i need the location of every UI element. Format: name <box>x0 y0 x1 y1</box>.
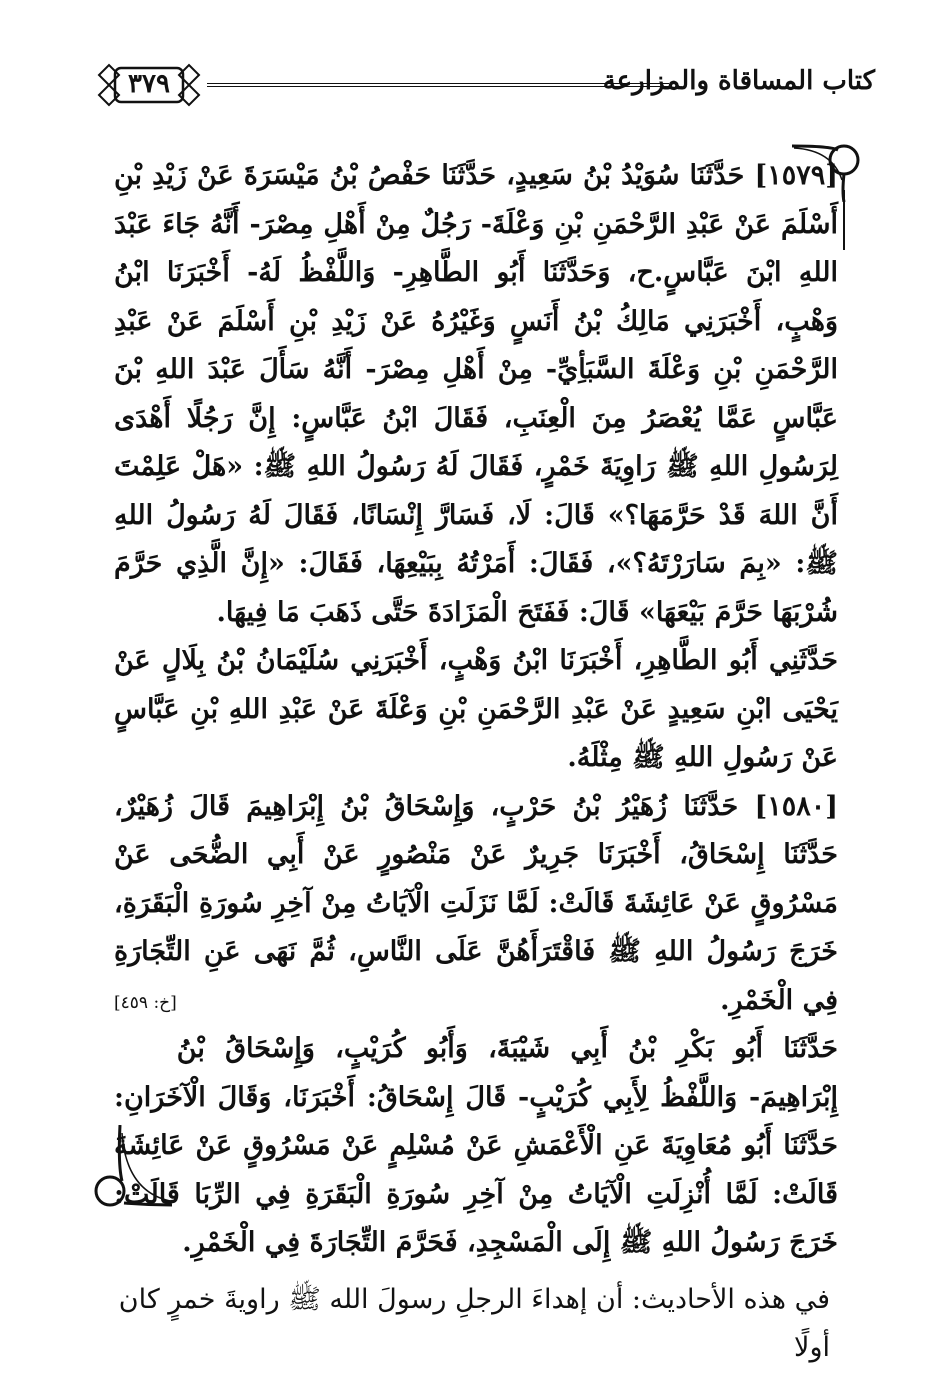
hadith-paragraph-chain <box>114 637 838 783</box>
hadith-paragraph-second-chain <box>114 1025 838 1268</box>
book-title: كتاب المساقاة والمزارعة <box>602 66 875 96</box>
hadith-text: حَدَّثَنَا زُهَيْرُ بْنُ حَرْبٍ، وَإِسْحَاقُ بْنُ إِبْرَاهِيمَ قَالَ زُهَيْرٌ، حَدَّثَنَا إِسْحَاقُ، أَخْبَرَنَا جَرِيرٌ عَنْ مَنْصُورٍ عَنْ أَبِي الضُّحَى عَنْ مَسْرُوقٍ عَنْ عَائِشَةَ قَالَتْ: لَمَّا نَزَلَتِ الْآيَاتُ مِنْ آخِرِ سُورَةِ الْبَقَرَةِ، خَرَجَ رَسُولُ اللهِ ﷺ فَاقْتَرَأَهُنَّ عَلَى النَّاسِ، ثُمَّ نَهَى عَنِ التِّجَارَةِ فِي الْخَمْرِ. <box>114 790 838 1016</box>
hadith-number: [١٥٨٠] <box>754 790 839 822</box>
hadith-text: حَدَّثَنَا سُوَيْدُ بْنُ سَعِيدٍ، حَدَّثَنَا حَفْصُ بْنُ مَيْسَرَةَ عَنْ زَيْدِ بْنِ أَسْلَمَ عَنْ عَبْدِ الرَّحْمَنِ بْنِ وَعْلَةَ- رَجُلٌ مِنْ أَهْلِ مِصْرَ- أَنَّهُ جَاءَ عَبْدَ اللهِ ابْنَ عَبَّاسٍ.ح، وَحَدَّثَنَا أَبُو الطَّاهِرِ- وَاللَّفْظُ لَهُ- أَخْبَرَنَا ابْنُ وَهْبٍ، أَخْبَرَنِي مَالِكُ بْنُ أَنَسٍ وَغَيْرُهُ عَنْ زَيْدِ بْنِ أَسْلَمَ عَنْ عَبْدِ الرَّحْمَنِ بْنِ وَعْلَةَ السَّبَأِيِّ- مِنْ أَهْلِ مِصْرَ- أَنَّهُ سَأَلَ عَبْدَ اللهِ بْنَ عَبَّاسٍ عَمَّا يُعْصَرُ مِنَ الْعِنَبِ، فَقَالَ ابْنُ عَبَّاسٍ: إِنَّ رَجُلًا أَهْدَى لِرَسُولِ اللهِ ﷺ رَاوِيَةَ خَمْرٍ، فَقَالَ لَهُ رَسُولُ اللهِ ﷺ: «هَلْ عَلِمْتَ أَنَّ اللهَ قَدْ حَرَّمَهَا؟» قَالَ: لَا، فَسَارَّ إِنْسَانًا، فَقَالَ لَهُ رَسُولُ اللهِ ﷺ: «بِمَ سَارَرْتَهُ؟»، فَقَالَ: أَمَرْتُهُ بِبَيْعِهَا، فَقَالَ: «إِنَّ الَّذِي حَرَّمَ شُرْبَهَا حَرَّمَ بَيْعَهَا» قَالَ: فَفَتَحَ الْمَزَادَةَ حَتَّى ذَهَبَ مَا فِيهَا. <box>114 160 838 628</box>
hadith-paragraph-1579 <box>114 152 838 637</box>
page-number: ٣٧٩ <box>128 69 170 99</box>
hadith-text: حَدَّثَنَا أَبُو بَكْرِ بْنُ أَبِي شَيْبَةَ، وَأَبُو كُرَيْبٍ، وَإِسْحَاقُ بْنُ إِبْرَاهِيمَ- وَاللَّفْظُ لِأَبِي كُرَيْبٍ- قَالَ إِسْحَاقُ: أَخْبَرَنَا، وَقَالَ الْآخَرَانِ: حَدَّثَنَا أَبُو مُعَاوِيَةَ عَنِ الْأَعْمَشِ عَنْ مُسْلِمٍ عَنْ مَسْرُوقٍ عَنْ عَائِشَةَ قَالَتْ: لَمَّا أُنْزِلَتِ الْآيَاتُ مِنْ آخِرِ سُورَةِ الْبَقَرَةِ فِي الرِّبَا قَالَتْ: خَرَجَ رَسُولُ اللهِ ﷺ إِلَى الْمَسْجِدِ، فَحَرَّمَ التِّجَارَةَ فِي الْخَمْرِ. <box>114 1033 838 1258</box>
commentary-text: في هذه الأحاديث: أن إهداءَ الرجلِ رسولَ الله ﷺ راويةَ خمرٍ كان أولًا <box>118 1284 830 1363</box>
frame-line-right <box>843 190 845 250</box>
hadith-paragraph-1580 <box>114 783 838 1026</box>
page-header <box>95 62 875 112</box>
hadith-number: [١٥٧٩] <box>754 160 839 191</box>
page-number-frame <box>95 62 203 108</box>
hadith-content <box>114 152 838 1268</box>
hadith-text: حَدَّثَنِي أَبُو الطَّاهِرِ، أَخْبَرَنَا ابْنُ وَهْبٍ، أَخْبَرَنِي سُلَيْمَانُ بْنُ بِلَالٍ عَنْ يَحْيَى ابْنِ سَعِيدٍ عَنْ عَبْدِ الرَّحْمَنِ بْنِ وَعْلَةَ عَنْ عَبْدِ اللهِ بْنِ عَبَّاسٍ عَنْ رَسُولِ اللهِ ﷺ مِثْلَهُ. <box>114 645 838 773</box>
cross-reference: [خ: ٤٥٩] <box>114 992 177 1013</box>
